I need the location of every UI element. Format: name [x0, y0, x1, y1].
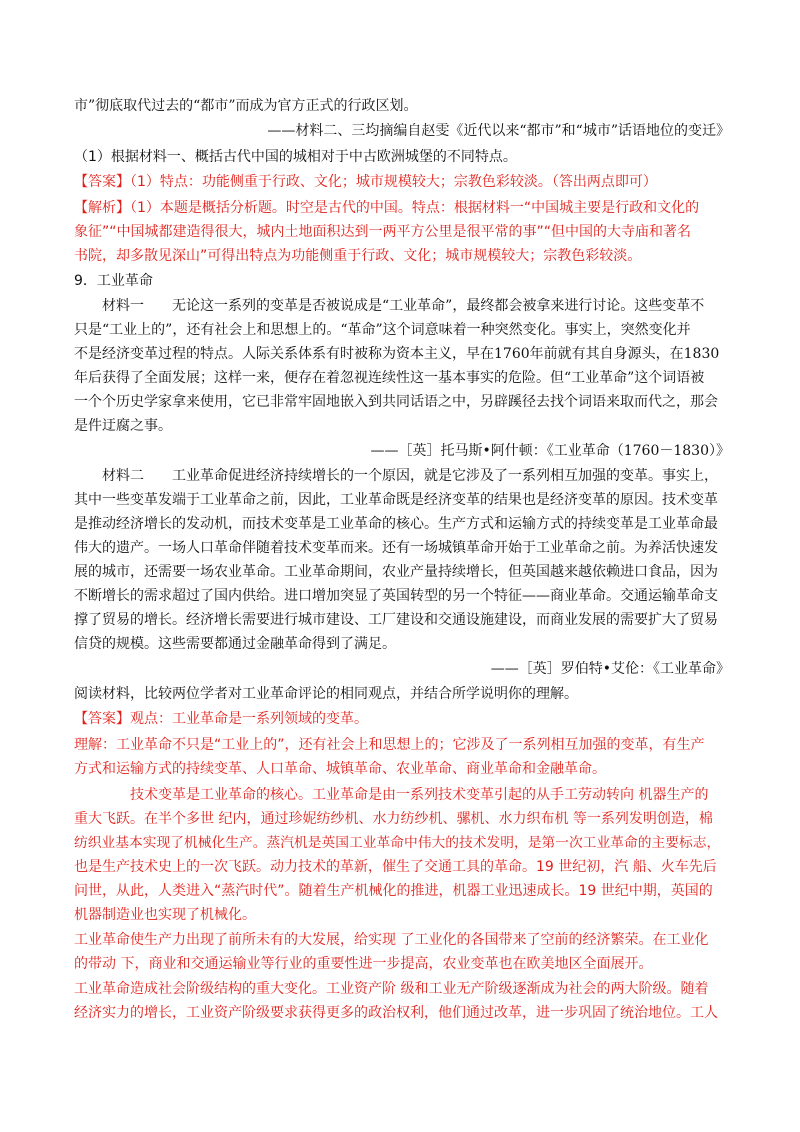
material-line: 展的城市，还需要一场农业革命。工业革命期间，农业产量持续增长，但英国越来越依赖进口食品，因为 [74, 564, 718, 580]
material-line: 材料二 工业革命促进经济持续增长的一个原因，就是它涉及了一系列相互加强的变革。事实上， [102, 468, 718, 484]
material-line: 是推动经济增长的发动机，而技术变革是工业革命的核心。生产方式和运输方式的持续变革是工业革命最 [74, 516, 718, 532]
source-citation: ——材料二、三均摘编自赵雯《近代以来“都市”和“城市”话语地位的变迁》 [267, 123, 730, 139]
answer-line: 理解：工业革命不只是“工业上的”，还有社会上和思想上的；它涉及了一系列相互加强的变革，有生产 [74, 737, 705, 753]
analysis-line: 象征”“中国城都建造得很大，城内土地面积达到一两平方公里是很平常的事”“但中国的大寺庙和著名 [74, 224, 692, 240]
material-line: 不断增长的需求超过了国内供给。进口增加突显了英国转型的另一个特征——商业革命。交通运输革命支 [74, 588, 718, 604]
answer-line: 经济实力的增长，工业资产阶级要求获得更多的政治权利，他们通过改革，进一步巩固了统治地位。工人 [74, 1005, 718, 1021]
answer-line: 工业革命使生产力出现了前所未有的大发展，给实现 了工业化的各国带来了空前的经济繁荣。在工业化 [74, 932, 709, 948]
answer-line: 【答案】观点：工业革命是一系列领域的变革。 [74, 711, 368, 727]
answer-line: 也是生产技术史上的一次飞跃。动力技术的革新，催生了交通工具的革命。19 世纪初，汽 船、火车先后 [74, 859, 717, 875]
material-line: 年后获得了全面发展；这样一来，便存在着忽视连续性这一基本事实的危险。但“工业革命”这个词语被 [74, 370, 705, 386]
material-line: 材料一 无论这一系列的变革是否被说成是“工业革命”，最终都会被拿来进行讨论。这些变革不 [102, 298, 705, 314]
source-citation: ——［英］罗伯特•艾伦：《工业革命》 [490, 661, 730, 677]
section-heading: 9．工业革命 [74, 273, 153, 289]
material-line: 其中一些变革发端于工业革命之前，因此，工业革命既是经济变革的结果也是经济变革的原因。技术变革 [74, 492, 718, 508]
material-line: 一个个历史学家拿来使用，它已非常牢固地嵌入到共同话语之中，另辟蹊径去找个词语来取而代之，那会 [74, 394, 718, 410]
analysis-line: 【解析】（1）本题是概括分析题。时空是古代的中国。特点：根据材料一“中国城主要是行政和文化的 [74, 200, 700, 216]
question-line: 阅读材料，比较两位学者对工业革命评论的相同观点，并结合所学说明你的理解。 [74, 686, 578, 702]
text-line: 市”彻底取代过去的“都市”而成为官方正式的行政区划。 [74, 98, 418, 114]
material-line: 不是经济变革过程的特点。人际关系体系有时被称为资本主义，早在1760年前就有其自身源头，在1830 [74, 346, 720, 362]
answer-line: 重大飞跃。在半个多世 纪内，通过珍妮纺纱机、水力纺纱机、骡机、水力织布机 等一系列发明创造，棉 [74, 811, 713, 827]
answer-line: 的带动 下，商业和交通运输业等行业的重要性进一步提高，农业变革也在欧美地区全面展开。 [74, 956, 653, 972]
analysis-line: 书院，却多散见深山”可得出特点为功能侧重于行政、文化；城市规模较大；宗教色彩较淡。 [74, 248, 642, 264]
answer-line: 机器制造业也实现了机械化。 [74, 907, 256, 923]
answer-line: 方式和运输方式的持续变革、人口革命、城镇革命、农业革命、商业革命和金融革命。 [74, 761, 606, 777]
material-line: 是件迂腐之事。 [74, 418, 172, 434]
material-line: 信贷的规模。这些需要都通过金融革命得到了满足。 [74, 636, 396, 652]
material-line: 伟大的遗产。一场人口革命伴随着技术变革而来。还有一场城镇革命开始于工业革命之前。为养活快速发 [74, 540, 718, 556]
answer-line: 工业革命造成社会阶级结构的重大变化。工业资产阶 级和工业无产阶级逐渐成为社会的两大阶级。随着 [74, 981, 709, 997]
material-line: 只是“工业上的”，还有社会上和思想上的。“革命”这个词意味着一种突然变化。事实上，突然变化并 [74, 322, 691, 338]
answer-line: 纺织业基本实现了机械化生产。蒸汽机是英国工业革命中伟大的技术发明，是第一次工业革命的主要标志， [74, 835, 721, 851]
answer-line: 技术变革是工业革命的核心。工业革命是由一系列技术变革引起的从手工劳动转向 机器生产的 [130, 787, 709, 803]
material-line: 撑了贸易的增长。经济增长需要进行城市建设、工厂建设和交通设施建设，而商业发展的需要扩大了贸易 [74, 612, 718, 628]
source-citation: ——［英］托马斯•阿什顿：《工业革命（1760－1830）》 [370, 443, 730, 459]
answer-line: 【答案】（1）特点：功能侧重于行政、文化；城市规模较大；宗教色彩较淡。（答出两点即可） [74, 174, 657, 190]
answer-line: 问世，从此，人类进入“蒸汽时代”。随着生产机械化的推进，机器工业迅速成长。19 世纪中期，英国的 [74, 883, 713, 899]
question-line: （1）根据材料一、概括古代中国的城相对于中古欧洲城堡的不同特点。 [74, 149, 517, 165]
